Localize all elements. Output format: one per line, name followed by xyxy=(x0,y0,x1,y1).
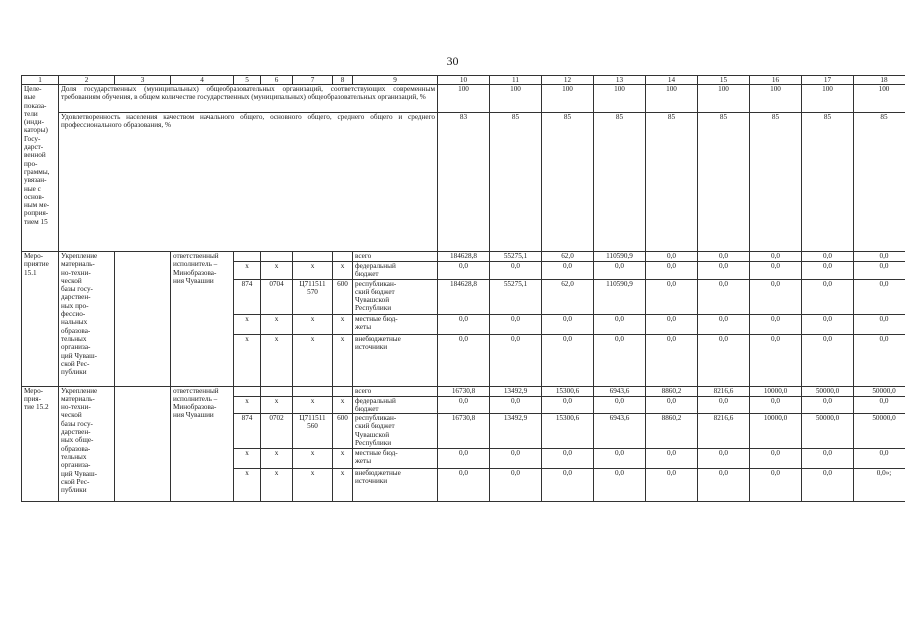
funding-value: 0,0 xyxy=(698,314,750,334)
budget-code xyxy=(333,252,353,262)
funding-value: 0,0 xyxy=(698,279,750,314)
funding-source-line: Республики xyxy=(355,439,392,448)
funding-value: 50000,0 xyxy=(802,386,854,396)
funding-source-line: республикан- xyxy=(355,279,397,288)
column-number: 1 xyxy=(22,76,59,85)
indicators-label-line: основ- xyxy=(24,192,45,201)
measure-name-line: материаль- xyxy=(61,394,95,403)
column-number: 5 xyxy=(234,76,261,85)
responsible-executor-line: Минобразова- xyxy=(173,403,217,412)
measure-name-line: образова- xyxy=(61,444,91,453)
funding-source-line: Чувашской xyxy=(355,430,390,439)
funding-source-line: всего xyxy=(355,386,372,395)
measure-name-line: ческой xyxy=(61,276,82,285)
funding-value: 0,0 xyxy=(490,449,542,469)
funding-value: 15300,6 xyxy=(542,414,594,449)
budget-code: Ц711511 560 xyxy=(293,414,333,449)
measure-name-line: ций Чуваш- xyxy=(61,351,98,360)
page-number: 30 xyxy=(446,54,459,68)
funding-value: 0,0 xyxy=(854,279,905,314)
measure-label-line: прия- xyxy=(24,394,41,403)
budget-code: x xyxy=(234,449,261,469)
indicator-row xyxy=(22,85,905,113)
funding-source xyxy=(353,279,438,314)
funding-value: 0,0 xyxy=(542,469,594,502)
funding-source xyxy=(353,469,438,502)
budget-code: x xyxy=(333,314,353,334)
funding-value: 0,0 xyxy=(802,469,854,502)
budget-code: x xyxy=(333,469,353,502)
responsible-executor-line: исполнитель – xyxy=(173,394,218,403)
funding-value: 0,0 xyxy=(646,252,698,262)
funding-source xyxy=(353,314,438,334)
funding-source-line: ский бюджет xyxy=(355,422,395,431)
indicator-value: 100 xyxy=(542,85,594,113)
funding-value: 0,0 xyxy=(438,469,490,502)
budget-code: x xyxy=(261,334,293,386)
funding-value: 0,0 xyxy=(854,252,905,262)
indicators-label-line: вые xyxy=(24,93,36,102)
funding-source xyxy=(353,396,438,414)
funding-value: 0,0 xyxy=(750,262,802,280)
funding-value: 0,0 xyxy=(490,396,542,414)
funding-value: 0,0 xyxy=(594,314,646,334)
funding-value: 0,0 xyxy=(802,334,854,386)
measure-name-line: ных обще- xyxy=(61,436,94,445)
indicators-label-line: ные с xyxy=(24,184,41,193)
funding-value: 0,0 xyxy=(542,334,594,386)
column-number: 13 xyxy=(594,76,646,85)
indicator-value: 85 xyxy=(750,113,802,252)
indicators-label-line: роприя- xyxy=(24,209,49,218)
measure-name-line: тельных xyxy=(61,452,87,461)
funding-value: 0,0 xyxy=(854,334,905,386)
indicators-label-line: тием 15 xyxy=(24,217,48,226)
funding-value: 0,0 xyxy=(854,449,905,469)
indicator-row xyxy=(22,113,905,252)
indicators-label-line: тели xyxy=(24,109,38,118)
responsible-executor-line: Минобразова- xyxy=(173,268,217,277)
funding-value: 8860,2 xyxy=(646,386,698,396)
funding-value: 10000,0 xyxy=(750,414,802,449)
measure-row xyxy=(22,386,905,396)
funding-value: 0,0 xyxy=(750,279,802,314)
budget-code: x xyxy=(261,314,293,334)
measure-name-line: организа- xyxy=(61,461,91,470)
funding-value: 8216,6 xyxy=(698,386,750,396)
funding-value: 0,0 xyxy=(490,262,542,280)
budget-code: 0702 xyxy=(261,414,293,449)
funding-value: 110590,9 xyxy=(594,252,646,262)
budget-code xyxy=(261,252,293,262)
funding-value: 0,0 xyxy=(594,449,646,469)
measure-name-line: Укрепление xyxy=(61,252,98,260)
funding-source xyxy=(353,414,438,449)
funding-value: 13492,9 xyxy=(490,414,542,449)
column-number: 10 xyxy=(438,76,490,85)
column-number: 2 xyxy=(59,76,115,85)
funding-value: 0,0 xyxy=(646,469,698,502)
column-number: 17 xyxy=(802,76,854,85)
funding-source xyxy=(353,262,438,280)
funding-value: 13492,9 xyxy=(490,386,542,396)
funding-value: 0,0 xyxy=(438,334,490,386)
funding-value: 55275,1 xyxy=(490,279,542,314)
funding-value: 0,0 xyxy=(698,449,750,469)
funding-value: 8216,6 xyxy=(698,414,750,449)
funding-value: 0,0 xyxy=(594,262,646,280)
measure-label-line: Меро- xyxy=(24,386,44,395)
budget-code: x xyxy=(293,449,333,469)
budget-code: 600 xyxy=(333,279,353,314)
funding-source-line: Республики xyxy=(355,304,392,313)
funding-source-line: Чувашской xyxy=(355,296,390,305)
column-number: 12 xyxy=(542,76,594,85)
funding-value: 16730,8 xyxy=(438,386,490,396)
indicator-value: 100 xyxy=(490,85,542,113)
funding-value: 55275,1 xyxy=(490,252,542,262)
funding-source-line: бюджет xyxy=(355,404,379,413)
budget-code: 600 xyxy=(333,414,353,449)
funding-source xyxy=(353,449,438,469)
measure-label-line: 15.1 xyxy=(24,268,37,277)
measure-name-line: публики xyxy=(61,368,87,377)
budget-code: x xyxy=(234,396,261,414)
funding-value: 0,0 xyxy=(750,334,802,386)
funding-source-line: бюджет xyxy=(355,270,379,279)
measure-name-line: ных про- xyxy=(61,301,89,310)
funding-value: 62,0 xyxy=(542,252,594,262)
funding-value: 0,0 xyxy=(542,314,594,334)
funding-value: 0,0»; xyxy=(854,469,905,502)
column-number: 11 xyxy=(490,76,542,85)
funding-value: 50000,0 xyxy=(854,414,905,449)
measure-label-line: приятие xyxy=(24,260,49,269)
indicator-value: 85 xyxy=(646,113,698,252)
funding-value: 0,0 xyxy=(542,396,594,414)
funding-value: 0,0 xyxy=(646,279,698,314)
funding-source-line: внебюджетные xyxy=(355,334,401,343)
funding-source-line: источники xyxy=(355,477,388,486)
funding-value: 0,0 xyxy=(802,314,854,334)
funding-source-line: всего xyxy=(355,252,372,260)
budget-code: x xyxy=(234,334,261,386)
indicator-text: Удовлетворенность населения качеством начального общего, основного общего, среднего общего и среднего профессионального образования, % xyxy=(59,113,438,252)
funding-value: 0,0 xyxy=(646,449,698,469)
budget-code xyxy=(261,386,293,396)
funding-value: 6943,6 xyxy=(594,386,646,396)
responsible-executor xyxy=(171,252,234,387)
measure-name-line: тельных xyxy=(61,334,87,343)
indicators-label-line: граммы, xyxy=(24,167,50,176)
funding-source-line: внебюджетные xyxy=(355,469,401,478)
budget-code: x xyxy=(333,396,353,414)
measure-label xyxy=(22,386,59,502)
funding-value: 8860,2 xyxy=(646,414,698,449)
indicator-value: 85 xyxy=(594,113,646,252)
indicator-value: 83 xyxy=(438,113,490,252)
budget-code: x xyxy=(234,469,261,502)
column-number: 8 xyxy=(333,76,353,85)
indicators-label-line: увязан- xyxy=(24,176,47,185)
funding-value: 0,0 xyxy=(490,334,542,386)
funding-value: 0,0 xyxy=(594,334,646,386)
indicator-value: 100 xyxy=(750,85,802,113)
budget-code: x xyxy=(293,314,333,334)
measure-name-line: ской Рес- xyxy=(61,359,90,368)
measure-name-line: ческой xyxy=(61,411,82,420)
funding-value: 0,0 xyxy=(438,314,490,334)
indicator-text: Доля государственных (муниципальных) общеобразовательных организаций, соответствующих современным требованиям обучения, в общем количестве государственных (муниципальных) общеобразовательных организаций, % xyxy=(59,85,438,113)
indicators-label xyxy=(22,85,59,252)
funding-value: 0,0 xyxy=(698,396,750,414)
responsible-executor-line: ния Чувашии xyxy=(173,411,214,420)
funding-source-line: ский бюджет xyxy=(355,287,395,296)
responsible-executor-line: исполнитель – xyxy=(173,260,218,269)
measure-name xyxy=(59,386,115,502)
funding-value: 0,0 xyxy=(854,262,905,280)
measure-label xyxy=(22,252,59,387)
empty-cell xyxy=(115,252,171,387)
measure-name-line: ций Чуваш- xyxy=(61,469,98,478)
measure-name-line: организа- xyxy=(61,343,91,352)
budget-code xyxy=(293,386,333,396)
indicators-label-line: дарст- xyxy=(24,143,44,152)
funding-value: 0,0 xyxy=(802,449,854,469)
budget-code: x xyxy=(333,449,353,469)
budget-code: x xyxy=(293,334,333,386)
indicator-value: 85 xyxy=(854,113,905,252)
measure-name-line: Укрепление xyxy=(61,386,98,395)
funding-source-line: местные бюд- xyxy=(355,449,398,458)
measure-name-line: дарствен- xyxy=(61,293,91,302)
funding-value: 0,0 xyxy=(698,469,750,502)
budget-code: 874 xyxy=(234,279,261,314)
funding-source xyxy=(353,386,438,396)
measure-name-line: но-техни- xyxy=(61,403,91,412)
measure-name-line: публики xyxy=(61,486,87,495)
program-table xyxy=(21,75,905,502)
budget-code: x xyxy=(234,262,261,280)
column-number: 6 xyxy=(261,76,293,85)
indicators-label-line: показа- xyxy=(24,101,47,110)
measure-name-line: но-техни- xyxy=(61,268,91,277)
measure-name-line: дарствен- xyxy=(61,428,91,437)
funding-source-line: жеты xyxy=(355,322,372,331)
funding-value: 0,0 xyxy=(438,262,490,280)
indicator-value: 100 xyxy=(854,85,905,113)
responsible-executor xyxy=(171,386,234,502)
funding-source xyxy=(353,252,438,262)
funding-value: 184628,8 xyxy=(438,252,490,262)
responsible-executor-line: ния Чувашии xyxy=(173,276,214,285)
measure-name-line: образова- xyxy=(61,326,91,335)
indicator-value: 100 xyxy=(438,85,490,113)
column-number: 3 xyxy=(115,76,171,85)
funding-value: 6943,6 xyxy=(594,414,646,449)
budget-code: x xyxy=(261,469,293,502)
funding-value: 0,0 xyxy=(854,396,905,414)
funding-value: 0,0 xyxy=(646,314,698,334)
indicators-label-line: венной xyxy=(24,151,46,160)
funding-value: 0,0 xyxy=(490,469,542,502)
indicator-value: 85 xyxy=(490,113,542,252)
funding-value: 50000,0 xyxy=(802,414,854,449)
funding-source-line: источники xyxy=(355,342,388,351)
budget-code xyxy=(293,252,333,262)
budget-code: x xyxy=(234,314,261,334)
indicators-label-line: (инди- xyxy=(24,118,44,127)
responsible-executor-line: ответственный xyxy=(173,386,219,395)
funding-source-line: федеральный xyxy=(355,396,396,405)
column-number: 9 xyxy=(353,76,438,85)
indicator-value: 85 xyxy=(542,113,594,252)
measure-name-line: материаль- xyxy=(61,260,95,269)
funding-value: 0,0 xyxy=(802,279,854,314)
funding-value: 0,0 xyxy=(646,334,698,386)
column-number: 4 xyxy=(171,76,234,85)
funding-source-line: местные бюд- xyxy=(355,314,398,323)
measure-name xyxy=(59,252,115,387)
measure-name-line: фессио- xyxy=(61,310,86,319)
funding-source-line: жеты xyxy=(355,457,372,466)
measure-name-line: ской Рес- xyxy=(61,477,90,486)
funding-value: 15300,6 xyxy=(542,386,594,396)
measure-name-line: нальных xyxy=(61,318,88,327)
budget-code: x xyxy=(261,262,293,280)
funding-value: 10000,0 xyxy=(750,386,802,396)
budget-code xyxy=(333,386,353,396)
funding-value: 184628,8 xyxy=(438,279,490,314)
funding-source xyxy=(353,334,438,386)
measure-label-line: Меро- xyxy=(24,252,44,260)
indicator-value: 100 xyxy=(698,85,750,113)
funding-value: 0,0 xyxy=(490,314,542,334)
funding-value: 0,0 xyxy=(750,252,802,262)
column-number: 15 xyxy=(698,76,750,85)
measure-name-line: базы госу- xyxy=(61,285,93,294)
budget-code: x xyxy=(333,334,353,386)
measure-row xyxy=(22,252,905,262)
funding-value: 16730,8 xyxy=(438,414,490,449)
funding-value: 0,0 xyxy=(438,449,490,469)
indicator-value: 85 xyxy=(698,113,750,252)
column-number: 7 xyxy=(293,76,333,85)
column-number: 16 xyxy=(750,76,802,85)
budget-code: 874 xyxy=(234,414,261,449)
funding-value: 0,0 xyxy=(698,334,750,386)
budget-code: x xyxy=(293,469,333,502)
indicators-label-line: про- xyxy=(24,159,38,168)
empty-cell xyxy=(115,386,171,502)
indicator-value: 100 xyxy=(802,85,854,113)
funding-value: 0,0 xyxy=(542,449,594,469)
funding-value: 0,0 xyxy=(802,396,854,414)
responsible-executor-line: ответственный xyxy=(173,252,219,260)
funding-source-line: федеральный xyxy=(355,262,396,270)
indicators-label-line: Целе- xyxy=(24,85,42,93)
column-number: 18 xyxy=(854,76,905,85)
indicators-label-line: ным ме- xyxy=(24,201,50,210)
indicators-label-line: каторы) xyxy=(24,126,48,135)
measure-name-line: базы госу- xyxy=(61,419,93,428)
budget-code: x xyxy=(261,449,293,469)
funding-value: 0,0 xyxy=(438,396,490,414)
budget-code: x xyxy=(293,262,333,280)
budget-code: x xyxy=(261,396,293,414)
budget-code: x xyxy=(333,262,353,280)
funding-value: 0,0 xyxy=(750,314,802,334)
funding-value: 0,0 xyxy=(646,262,698,280)
indicator-value: 100 xyxy=(646,85,698,113)
column-numbers-row xyxy=(22,76,905,85)
funding-value: 50000,0 xyxy=(854,386,905,396)
budget-code: 0704 xyxy=(261,279,293,314)
indicators-label-line: Госу- xyxy=(24,134,41,143)
budget-code xyxy=(234,386,261,396)
funding-value: 0,0 xyxy=(750,396,802,414)
budget-code: x xyxy=(293,396,333,414)
funding-value: 0,0 xyxy=(594,469,646,502)
budget-code: Ц711511 570 xyxy=(293,279,333,314)
funding-value: 0,0 xyxy=(698,252,750,262)
funding-value: 62,0 xyxy=(542,279,594,314)
column-number: 14 xyxy=(646,76,698,85)
funding-value: 0,0 xyxy=(646,396,698,414)
indicator-value: 100 xyxy=(594,85,646,113)
indicator-value: 85 xyxy=(802,113,854,252)
funding-value: 0,0 xyxy=(750,449,802,469)
funding-value: 0,0 xyxy=(854,314,905,334)
funding-value: 0,0 xyxy=(542,262,594,280)
measure-label-line: тие 15.2 xyxy=(24,403,49,412)
funding-value: 0,0 xyxy=(594,396,646,414)
funding-value: 0,0 xyxy=(802,262,854,280)
funding-source-line: республикан- xyxy=(355,414,397,423)
budget-code xyxy=(234,252,261,262)
funding-value: 0,0 xyxy=(698,262,750,280)
funding-value: 0,0 xyxy=(750,469,802,502)
funding-value: 110590,9 xyxy=(594,279,646,314)
funding-value: 0,0 xyxy=(802,252,854,262)
